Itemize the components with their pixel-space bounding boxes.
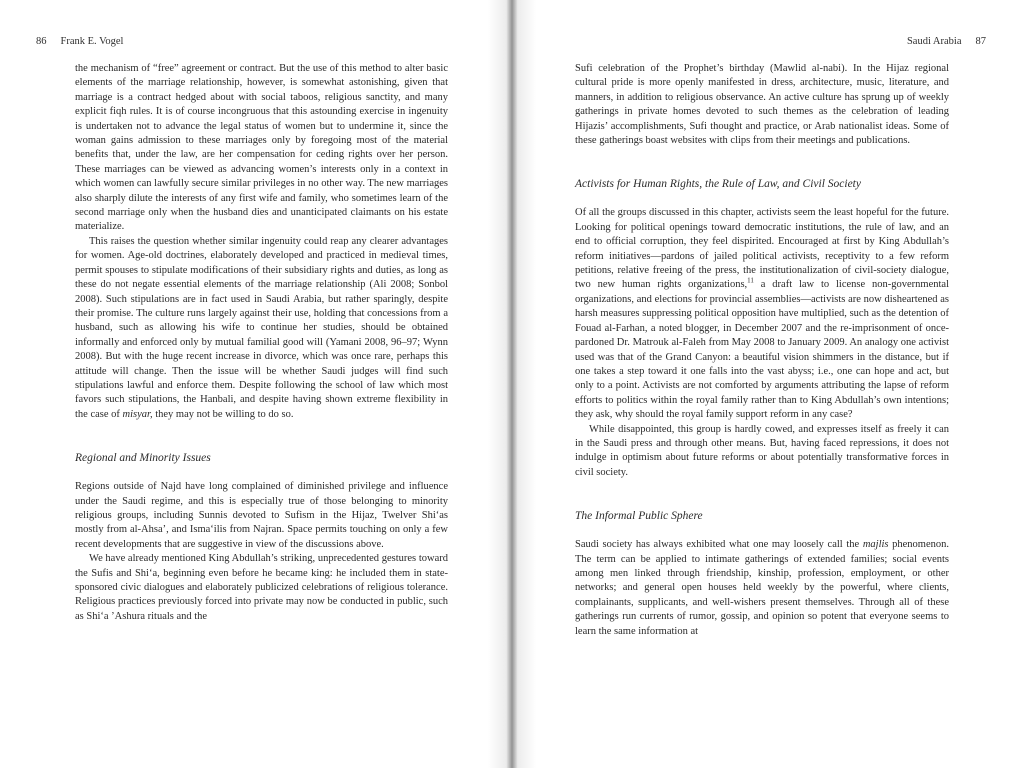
running-head-title: Frank E. Vogel	[60, 36, 124, 47]
page-number: 87	[975, 36, 986, 47]
paragraph: While disappointed, this group is hardly cowed, and expresses itself as freely it can in the Saudi press and through other means. But, having faced repressions, it does not indulge in optimism about future reforms or about potentially transformative forces in civil society.	[575, 423, 949, 478]
paragraph: Regions outside of Najd have long complained of diminished privilege and influence under the Saudi regime, and this is especially true of those belonging to minority religious groups, including Sunnis devoted to Sufism in the Hijaz, Twelver Shi‘as mostly from al-Ahsa’, and Isma‘ilis from Najran. Space permits touching on only a few recent developments that are suggestive in view of the discussions above.	[75, 481, 448, 550]
section-heading: Regional and Minority Issues	[75, 452, 211, 465]
paragraph: This raises the question whether similar ingenuity could reap any clearer advantages for women. Age-old doctrines, elaborately developed and practiced in medieval times, permit spouses to stipulate modifications of their subsidiary rights and duties, as long as these do not negate essential elements of the marriage relationship (Ali 2008; Sonbol 2008). Such stipulations are in fact used in Saudi Arabia, but rather sparingly, despite their promise. The culture runs largely against their use, holding that concessions from a husband, such as allowing his wife to continue her studies, should be obtained informally and enforced only by mutual familial good will (Yamani 2008, 96–97; Wynn 2008). But with the huge recent increase in divorce, which was once rare, perhaps this attitude will change. Then the issue will be whether Saudi judges will find such stipulations lawful and enforce them. Despite following the school of law which most favors such stipulations, the Hanbali, and despite having shown extreme flexibility in the case of misyar, they may not be willing to do so.	[75, 235, 448, 420]
running-head-left	[36, 36, 123, 47]
section-heading: The Informal Public Sphere	[575, 510, 703, 523]
section-heading: Activists for Human Rights, the Rule of Law, and Civil Society	[575, 178, 861, 191]
paragraph: Sufi celebration of the Prophet’s birthday (Mawlid al-nabi). In the Hijaz regional cultural pride is more openly manifested in dress, architecture, music, literature, and manners, in addition to religious observance. An active culture has sprung up of weekly gatherings in private homes devoted to such themes as the celebration of leading Hijazis’ accomplishments, Sufi thought and practice, or Arab nationalist ideas. Some of these gatherings boast websites with clips from their meetings and publications.	[575, 63, 949, 147]
paragraph: We have already mentioned King Abdullah’s striking, unprecedented gestures toward the Sufis and Shi‘a, beginning even before he became king: he included them in state-sponsored civic dialogues and elaborately publicized celebrations of religious tolerance. Religious practices previously forced into private may now be conducted in public, such as Shi‘a ’Ashura rituals and the	[75, 553, 448, 622]
paragraph: Of all the groups discussed in this chapter, activists seem the least hopeful for the future. Looking for political openings toward democratic institutions, the rule of law, and an end to official corruption, they feel dispirited. Encouraged at first by King Abdullah’s reform initiatives—pardons of jailed political activists, receptivity to a few reform petitions, relative freeing of the press, the institutionalization of civil-society dialogue, two new human rights organizations,$^{11}$ a draft law to license non-governmental organizations, and elections for provincial assemblies—activists are now disheartened as harsh measures suppressing political opposition have multiplied, such as the detention of Fouad al-Farhan, a noted blogger, in December 2007 and the re-imprisonment of once-pardoned Dr. Matrouk al-Faleh from May 2008 to January 2009. An analogy one activist used was that of the Grand Canyon: a beautiful vision shimmers in the distance, but if one takes a step toward it one falls into the vast abyss; i.e., one can hope and act, but only to a point. Activists are not comforted by arguments attributing the lapse of reform efforts to politics within the royal family rather than to King Abdullah’s own intentions; they ask, why should the royal family support reform in any case?	[575, 207, 949, 421]
right-page	[512, 0, 1024, 768]
paragraph: the mechanism of “free” agreement or contract. But the use of this method to alter basic elements of the marriage relationship, however, is somewhat astonishing, given that marriage is a contract hedged about with social taboos, religious sanctity, and many explicit fiqh rules. It is of course incongruous that this astounding exercise in ingenuity is undertaken not to advance the legal status of women but to undermine it, since the woman gains admission to these marriages only by foregoing most of the material benefits that, under the law, are her compensation for ceding rights over her person. These marriages can be viewed as advancing women’s interests only in a context in which women can lawfully secure similar privileges in no other way. The new marriages also sharply dilute the interests of any first wife and family, who sometimes learn of the second marriage only when the husband dies and unanticipated claimants on his estate materialize.	[75, 63, 448, 233]
footnote-ref[interactable]: 11	[747, 276, 754, 285]
body-text-right	[575, 62, 949, 639]
body-text-left	[75, 62, 448, 624]
running-head-title: Saudi Arabia	[906, 36, 962, 47]
running-head-right	[907, 36, 986, 47]
paragraph: Saudi society has always exhibited what one may loosely call the majlis phenomenon. The term can be applied to intimate gatherings of extended families; social events among men linked through friendship, kinship, profession, employment, or other networks; and general open houses held weekly by the powerful, where clients, complainants, supplicants, and well-wishers present themselves. Through all of these gatherings run currents of rumor, gossip, and opinion so potent that everyone seems to learn the same information at	[575, 539, 950, 637]
page-number: 86	[36, 36, 47, 47]
